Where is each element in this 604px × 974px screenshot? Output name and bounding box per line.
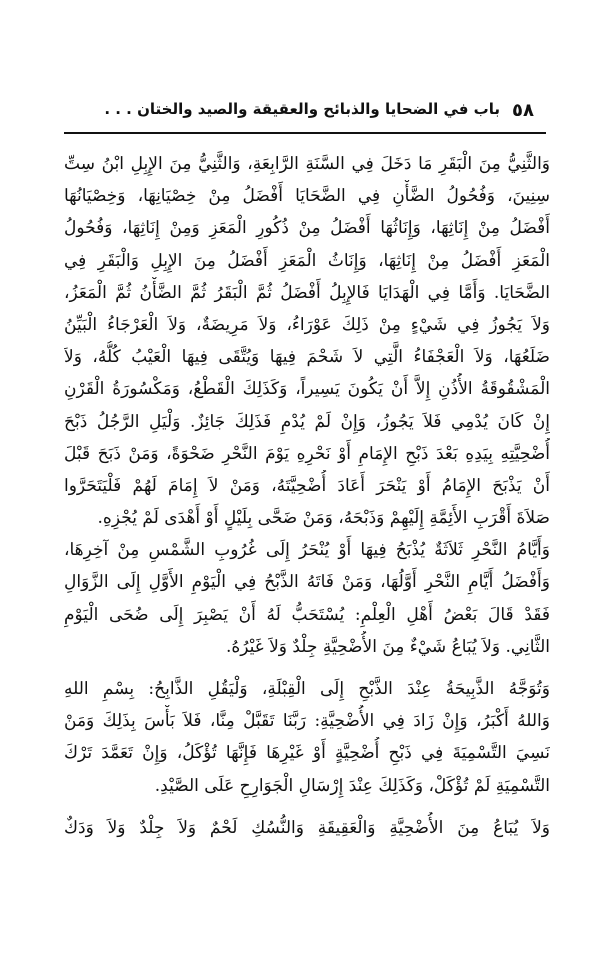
- text-line: الثَّانِي. وَلاَ يُبَاعُ شَيْءٌ مِنَ الأُضْحِيَّةِ جِلْدٌ وَلاَ غَيْرُهُ.: [225, 636, 550, 657]
- text-line: وَأَيَّامُ النَّحْرِ ثَلاَثَةٌ يُذْبَحُ فِيهَا أَوْ يُنْحَرُ إِلَى غُرُوبِ الشَّمْسِ مِنْ آخِرِهَا،: [64, 540, 550, 561]
- text-line: ضَلَعُهَا، وَلاَ الْعَجْفَاءُ الَّتِي لاَ شَحْمَ فِيهَا وَيُتَّقَى فِيهَا الْعَيْبُ كُلُّهُ، وَلاَ: [64, 347, 550, 368]
- text-line: الضَّحَايَا. وَأَمَّا فِي الْهَدَايَا فَالإِبِلُ أَفْضَلُ ثُمَّ الْبَقَرُ ثُمَّ الضَّأْنُ ثُمَّ الْمَعَزُ،: [64, 282, 550, 303]
- header-divider: [64, 132, 546, 134]
- text-line: نَسِيَ التَّسْمِيَةَ فِي ذَبْحِ أُضْحِيَّةٍ أَوْ غَيْرِهَا فَإِنَّهَا تُؤْكَلُ، وَإِنْ تَعَمَّدَ تَرْكَ: [64, 743, 550, 764]
- text-line: صَلاَةَ أَقْرَبِ الأَئِمَّةِ إِلَيْهِمْ وَذَبْحَهُ، وَمَنْ ضَحَّى بِلَيْلٍ أَوْ أَهْدَى لَمْ يُجْزِهِ.: [97, 508, 550, 529]
- text-line: التَّسْمِيَةِ لَمْ تُؤْكَلْ، وَكَذَلِكَ عِنْدَ إِرْسَالِ الْجَوَارِحِ عَلَى الصَّيْدِ.: [154, 775, 550, 796]
- page-header: [0, 92, 604, 136]
- text-line: وَأَفْضَلُ أَيَّامِ النَّحْرِ أَوَّلُهَا، وَمَنْ فَاتَهُ الذَّبْحُ فِي الْيَوْمِ الأَوَّلِ إِلَى الزَّوَالِ: [64, 572, 550, 593]
- text-line: أَنْ يَذْبَحَ الإِمَامُ أَوْ يَنْحَرَ أَعَادَ أُضْحِيَّتَهُ، وَمَنْ لاَ إِمَامَ لَهُمْ فَلْيَتَحَرَّوا: [64, 475, 550, 496]
- running-title: باب في الضحايا والذبائح والعقيقة والصيد والختان . . .: [104, 100, 500, 118]
- text-line: فَقَدْ قَالَ بَعْضُ أَهْلِ الْعِلْمِ: يُسْتَحَبُّ لَهُ أَنْ يَصْبِرَ إِلَى ضُحَى الْيَوْمِ: [64, 604, 550, 625]
- body-text: [64, 148, 550, 844]
- text-line: وَتُوَجَّهُ الذَّبِيحَةُ عِنْدَ الذَّبْحِ إِلَى الْقِبْلَةِ، وَلْيَقُلِ الذَّابِحُ: بِسْمِ اللهِ: [64, 679, 550, 699]
- page-number: ٥٨: [512, 100, 534, 121]
- text-line: وَلاَ يَجُوزُ فِي شَيْءٍ مِنْ ذَلِكَ عَوْرَاءُ، وَلاَ مَرِيضَةٌ، وَلاَ الْعَرْجَاءُ الْبَيِّنُ: [64, 314, 550, 335]
- text-line: الْمَعَزِ أَفْضَلُ مِنْ إِنَاثِهَا، وَإِنَاثُ الْمَعَزِ أَفْضَلُ مِنَ الإِبِلِ وَالْبَقَرِ فِي: [64, 250, 550, 271]
- text-line: وَلاَ يُبَاعُ مِنَ الأُضْحِيَّةِ وَالْعَقِيقَةِ وَالنُّسُكِ لَحْمٌ وَلاَ جِلْدٌ وَلاَ وَدَكٌ: [64, 817, 550, 838]
- text-line: أُضْحِيَّتِهِ بِيَدِهِ بَعْدَ ذَبْحِ الإِمَامِ أَوْ نَحْرِهِ يَوْمَ النَّحْرِ ضَحْوَةً، وَمَنْ ذَبَحَ قَبْلَ: [64, 443, 550, 464]
- text-line: وَاللهُ أَكْبَرُ، وَإِنْ زَادَ فِي الأُضْحِيَّةِ: رَبَّنَا تَقَبَّلْ مِنَّا، فَلاَ بَأْسَ بِذَلِكَ وَمَنْ: [64, 711, 550, 732]
- text-line: وَالثَّنِيُّ مِنَ الْبَقَرِ مَا دَخَلَ فِي السَّنَةِ الرَّابِعَةِ، وَالثَّنِيُّ مِنَ الإِبِلِ ابْنُ سِتِّ: [64, 154, 550, 174]
- text-line: الْمَشْقُوقَةُ الأُذُنِ إِلاَّ أَنْ يَكُونَ يَسِيراً، وَكَذَلِكَ الْقَطْعُ، وَمَكْسُورَةُ الْقَرْنِ: [64, 379, 550, 400]
- text-line: إِنْ كَانَ يُدْمِي فَلاَ يَجُوزُ، وَإِنْ لَمْ يُدْمِ فَذَلِكَ جَائِزٌ. وَلْيَلِ الرَّجُلُ ذَبْحَ: [64, 411, 550, 432]
- text-line: سِنِينَ، وَفُحُولُ الضَّأْنِ فِي الضَّحَايَا أَفْضَلُ مِنْ خِصْيَانِهَا، وَخِصْيَانُهَا: [64, 186, 550, 207]
- text-line: أَفْضَلُ مِنْ إِنَاثِهَا، وَإِنَاثُهَا أَفْضَلُ مِنْ ذُكُورِ الْمَعَزِ وَمِنْ إِنَاثِهَا، وَفُحُولُ: [64, 218, 550, 239]
